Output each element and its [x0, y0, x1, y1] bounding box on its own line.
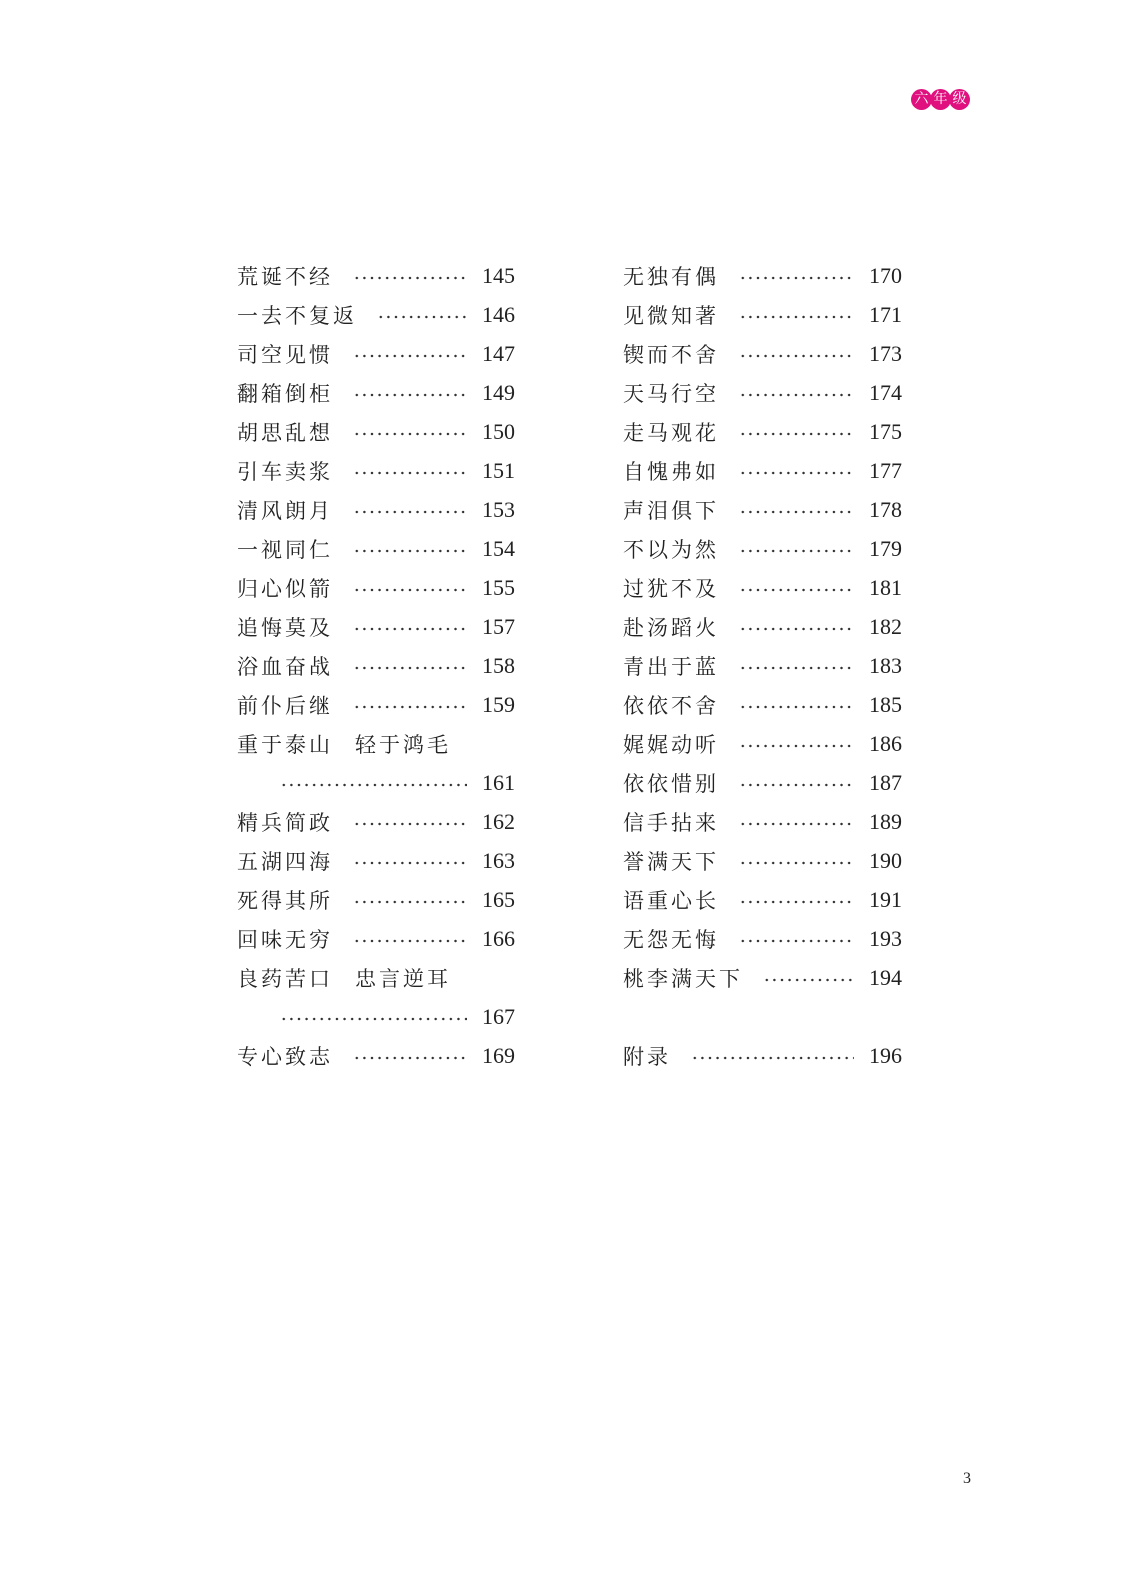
dot-leader [763, 978, 854, 982]
dot-leader [739, 588, 854, 592]
toc-entry-page: 162 [482, 808, 515, 834]
toc-entry[interactable] [237, 1036, 515, 1075]
toc-entry[interactable] [237, 568, 515, 607]
toc-entry-title: 五湖四海 [237, 849, 333, 874]
toc-entry[interactable] [623, 256, 902, 295]
toc-entry-page: 150 [482, 418, 515, 444]
toc-entry-page: 190 [869, 847, 902, 873]
toc-entry-title: 赴汤蹈火 [623, 615, 719, 640]
dot-leader [739, 315, 854, 319]
toc-entry-page: 186 [869, 730, 902, 756]
toc-entry-page: 159 [482, 691, 515, 717]
dot-leader [353, 627, 467, 631]
toc-column-left [237, 256, 515, 1075]
toc-entry-title-line[interactable] [237, 724, 515, 763]
toc-entry-title: 附录 [623, 1044, 671, 1069]
toc-entry[interactable] [623, 646, 902, 685]
toc-entry-title: 天马行空 [623, 381, 719, 406]
dot-leader [353, 705, 467, 709]
toc-entry-page: 177 [869, 457, 902, 483]
toc-entry-title: 锲而不舍 [623, 342, 719, 367]
toc-entry-title: 胡思乱想 [237, 420, 333, 445]
toc-entry[interactable] [623, 763, 902, 802]
toc-entry[interactable] [237, 334, 515, 373]
toc-entry[interactable] [237, 802, 515, 841]
toc-title-part: 良药苦口 [237, 966, 333, 991]
toc-entry-page: 194 [869, 964, 902, 990]
dot-leader [739, 822, 854, 826]
toc-entry-title: 死得其所 [237, 888, 333, 913]
dot-leader [739, 471, 854, 475]
toc-entry[interactable] [623, 412, 902, 451]
dot-leader [353, 900, 467, 904]
toc-entry-title: 无独有偶 [623, 264, 719, 289]
toc-entry[interactable] [623, 958, 902, 997]
toc-entry-title: 语重心长 [623, 888, 719, 913]
toc-entry[interactable] [237, 529, 515, 568]
toc-entry-title: 自愧弗如 [623, 459, 719, 484]
toc-entry-page-line[interactable] [237, 997, 515, 1036]
toc-entry-page: 189 [869, 808, 902, 834]
toc-entry-title: 追悔莫及 [237, 615, 333, 640]
toc-entry-title: 回味无穷 [237, 927, 333, 952]
toc-entry-page: 187 [869, 769, 902, 795]
toc-entry-title: 依依惜别 [623, 771, 719, 796]
toc-entry-title: 走马观花 [623, 420, 719, 445]
toc-entry-title: 精兵简政 [237, 810, 333, 835]
toc-entry-title: 过犹不及 [623, 576, 719, 601]
toc-entry-title [237, 963, 451, 993]
dot-leader [739, 432, 854, 436]
dot-leader [353, 393, 467, 397]
toc-entry-title: 引车卖浆 [237, 459, 333, 484]
toc-entry-page: 166 [482, 925, 515, 951]
toc-entry-page: 155 [482, 574, 515, 600]
dot-leader [353, 549, 467, 553]
toc-entry-page: 173 [869, 340, 902, 366]
toc-entry[interactable] [623, 1036, 902, 1075]
toc-entry-title: 专心致志 [237, 1044, 333, 1069]
toc-entry[interactable] [623, 880, 902, 919]
toc-entry[interactable] [623, 607, 902, 646]
toc-entry[interactable] [623, 451, 902, 490]
toc-entry-title: 信手拈来 [623, 810, 719, 835]
toc-entry[interactable] [623, 724, 902, 763]
toc-entry[interactable] [623, 373, 902, 412]
toc-entry-page: 193 [869, 925, 902, 951]
page-number: 3 [963, 1470, 971, 1487]
toc-entry-page: 196 [869, 1042, 902, 1068]
toc-entry-title: 见微知著 [623, 303, 719, 328]
toc-entry-title: 声泪俱下 [623, 498, 719, 523]
toc-title-part: 重于泰山 [237, 732, 333, 757]
toc-entry[interactable] [623, 841, 902, 880]
toc-entry-page: 181 [869, 574, 902, 600]
dot-leader [739, 549, 854, 553]
toc-entry-title: 桃李满天下 [623, 966, 743, 991]
dot-leader [739, 666, 854, 670]
dot-leader [353, 1056, 467, 1060]
dot-leader [739, 744, 854, 748]
toc-entry[interactable] [623, 919, 902, 958]
toc-entry-page: 146 [482, 301, 515, 327]
toc-entry-page: 161 [482, 769, 515, 795]
toc-entry-page: 183 [869, 652, 902, 678]
toc-entry[interactable] [237, 646, 515, 685]
dot-leader [353, 822, 467, 826]
toc-entry-page: 157 [482, 613, 515, 639]
toc-entry[interactable] [237, 256, 515, 295]
toc-entry-title: 不以为然 [623, 537, 719, 562]
toc-entry-page: 171 [869, 301, 902, 327]
toc-entry-page-line[interactable] [237, 763, 515, 802]
toc-column-right [623, 256, 902, 1075]
dot-leader [280, 1017, 467, 1021]
toc-entry-page: 174 [869, 379, 902, 405]
toc-entry-page: 147 [482, 340, 515, 366]
toc-entry-title: 浴血奋战 [237, 654, 333, 679]
dot-leader [353, 666, 467, 670]
toc-entry[interactable] [237, 607, 515, 646]
toc-entry-title: 荒诞不经 [237, 264, 333, 289]
toc-entry-title: 誉满天下 [623, 849, 719, 874]
toc-entry[interactable] [237, 451, 515, 490]
dot-leader [739, 354, 854, 358]
dot-leader [280, 783, 467, 787]
toc-entry[interactable] [237, 490, 515, 529]
toc-entry-page: 167 [482, 1003, 515, 1029]
dot-leader [353, 276, 467, 280]
dot-leader [739, 627, 854, 631]
toc-entry[interactable] [623, 295, 902, 334]
dot-leader [739, 276, 854, 280]
toc-entry-title: 翻箱倒柜 [237, 381, 333, 406]
toc-entry-page: 154 [482, 535, 515, 561]
toc-entry[interactable] [237, 412, 515, 451]
dot-leader [353, 471, 467, 475]
toc-entry-page: 182 [869, 613, 902, 639]
dot-leader [739, 783, 854, 787]
toc-entry-page: 175 [869, 418, 902, 444]
grade-badge [911, 89, 968, 110]
toc-entry-page: 165 [482, 886, 515, 912]
toc-entry-page: 158 [482, 652, 515, 678]
grade-badge-char: 六 [911, 89, 932, 110]
toc-entry[interactable] [237, 373, 515, 412]
toc-title-part: 忠言逆耳 [355, 966, 451, 991]
toc-spacer [623, 997, 902, 1036]
toc-entry[interactable] [623, 334, 902, 373]
toc-entry[interactable] [623, 568, 902, 607]
toc-entry-title: 一去不复返 [237, 303, 357, 328]
toc-entry-title: 清风朗月 [237, 498, 333, 523]
grade-badge-char: 级 [949, 89, 970, 110]
toc-entry-page: 169 [482, 1042, 515, 1068]
dot-leader [353, 432, 467, 436]
toc-entry-page: 179 [869, 535, 902, 561]
toc-entry[interactable] [237, 919, 515, 958]
toc-entry[interactable] [237, 685, 515, 724]
dot-leader [377, 315, 467, 319]
dot-leader [739, 900, 854, 904]
dot-leader [691, 1056, 854, 1060]
toc-entry-title: 归心似箭 [237, 576, 333, 601]
toc-entry-page: 153 [482, 496, 515, 522]
toc-entry-title: 娓娓动听 [623, 732, 719, 757]
toc-entry-page: 151 [482, 457, 515, 483]
dot-leader [353, 861, 467, 865]
dot-leader [353, 510, 467, 514]
toc-entry-title: 无怨无悔 [623, 927, 719, 952]
dot-leader [739, 510, 854, 514]
toc-entry[interactable] [623, 685, 902, 724]
dot-leader [353, 939, 467, 943]
toc-entry-page: 145 [482, 262, 515, 288]
grade-badge-char: 年 [930, 89, 951, 110]
toc-entry-page: 185 [869, 691, 902, 717]
dot-leader [739, 939, 854, 943]
toc-entry[interactable] [237, 841, 515, 880]
toc-entry[interactable] [237, 880, 515, 919]
dot-leader [739, 393, 854, 397]
toc-title-part: 轻于鸿毛 [355, 732, 451, 757]
toc-entry[interactable] [623, 802, 902, 841]
toc-entry[interactable] [623, 490, 902, 529]
toc-entry-page: 149 [482, 379, 515, 405]
toc-entry-page: 170 [869, 262, 902, 288]
toc-entry-title: 前仆后继 [237, 693, 333, 718]
toc-entry-page: 178 [869, 496, 902, 522]
dot-leader [353, 588, 467, 592]
toc-entry-page: 191 [869, 886, 902, 912]
toc-entry-title: 依依不舍 [623, 693, 719, 718]
toc-entry-title [237, 729, 451, 759]
dot-leader [353, 354, 467, 358]
toc-entry-title: 司空见惯 [237, 342, 333, 367]
toc-entry-page: 163 [482, 847, 515, 873]
toc-entry-title: 一视同仁 [237, 537, 333, 562]
toc-entry-title-line[interactable] [237, 958, 515, 997]
toc-entry-title: 青出于蓝 [623, 654, 719, 679]
toc-entry[interactable] [623, 529, 902, 568]
toc-entry[interactable] [237, 295, 515, 334]
dot-leader [739, 705, 854, 709]
dot-leader [739, 861, 854, 865]
